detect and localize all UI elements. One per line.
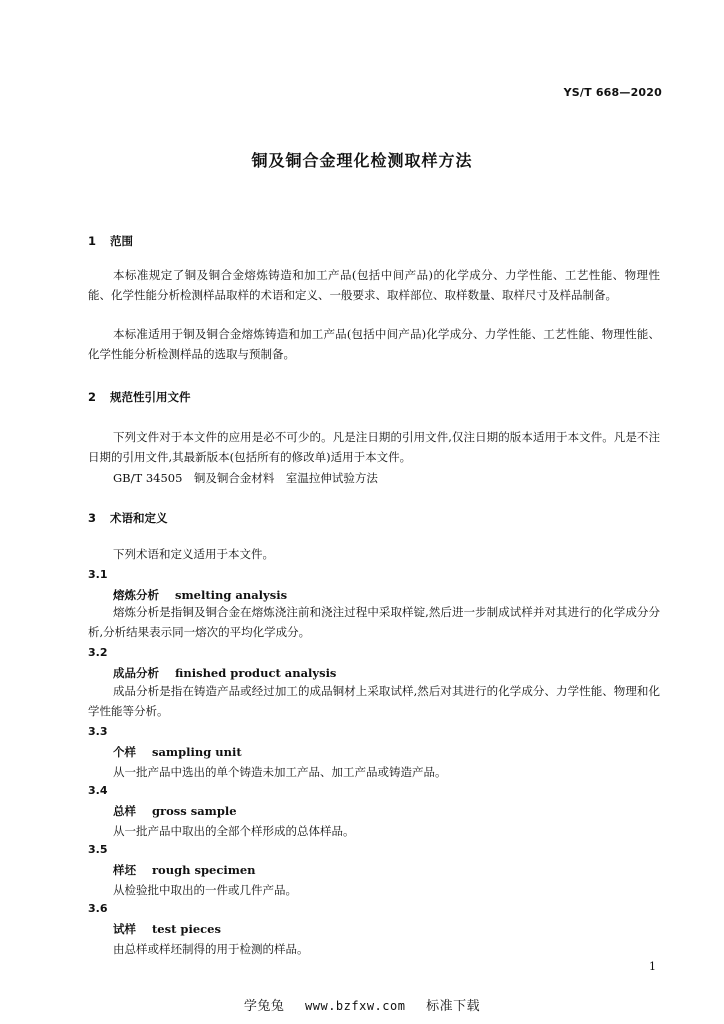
section-1-paragraph-2: 本标准适用于铜及铜合金熔炼铸造和加工产品(包括中间产品)化学成分、力学性能、工艺性能、物理性能、化学性能分析检测样品的选取与预制备。 [88,327,660,361]
section-title: 规范性引用文件 [110,390,191,404]
term-zh: 试样 [113,922,136,936]
term-definition: 成品分析是指在铸造产品或经过加工的成品铜材上采取试样,然后对其进行的化学成分、力学性能、物理和化学性能等分析。 [88,684,660,718]
footer-site-name: 学兔兔 [243,999,285,1014]
standard-code: YS/T 668—2020 [563,86,662,99]
document-title: 铜及铜合金理化检测取样方法 [251,151,473,170]
normative-reference: GB/T 34505 铜及铜合金材料 室温拉伸试验方法 [113,471,378,485]
term-en: smelting analysis [175,588,288,602]
term-number: 3.5 [88,843,108,856]
term-title [113,665,336,681]
term-en: rough specimen [152,863,256,877]
term-definition: 熔炼分析是指铜及铜合金在熔炼浇注前和浇注过程中采取样锭,然后进一步制成试样并对其进行的化学成分分析,分析结果表示同一熔次的平均化学成分。 [88,605,660,639]
term-title [113,921,221,937]
footer-tagline: 标准下载 [426,999,481,1014]
term-zh: 样坯 [113,863,136,877]
term-number: 3.1 [88,568,108,581]
term-en: gross sample [152,804,237,818]
term-title [113,803,237,819]
term-definition: 由总样或样坯制得的用于检测的样品。 [113,942,309,956]
section-3-intro: 下列术语和定义适用于本文件。 [113,547,274,561]
term-number: 3.4 [88,784,108,797]
term-definition: 从一批产品中取出的全部个样形成的总体样品。 [113,824,355,838]
term-en: sampling unit [152,745,242,759]
section-number: 1 [88,234,97,248]
term-title [113,587,287,603]
footer-url[interactable]: www.bzfxw.com [305,999,406,1013]
term-definition: 从一批产品中选出的单个铸造未加工产品、加工产品或铸造产品。 [113,765,447,779]
term-title [113,862,256,878]
term-en: test pieces [152,922,221,936]
term-definition: 从检验批中取出的一件或几件产品。 [113,883,297,897]
section-number: 3 [88,511,97,525]
page-number: 1 [649,960,656,973]
section-3-heading [88,510,168,526]
section-1-heading [88,233,133,249]
term-zh: 总样 [113,804,136,818]
section-title: 术语和定义 [110,511,168,525]
term-zh: 成品分析 [113,666,159,680]
section-2-heading [88,389,191,405]
term-title [113,744,242,760]
section-1-paragraph-1: 本标准规定了铜及铜合金熔炼铸造和加工产品(包括中间产品)的化学成分、力学性能、工艺性能、物理性能、化学性能分析检测样品取样的术语和定义、一般要求、取样部位、取样数量、取样尺寸及样品制备。 [88,268,660,302]
footer-watermark [0,995,724,1014]
term-en: finished product analysis [175,666,337,680]
section-2-paragraph-1: 下列文件对于本文件的应用是必不可少的。凡是注日期的引用文件,仅注日期的版本适用于本文件。凡是不注日期的引用文件,其最新版本(包括所有的修改单)适用于本文件。 [88,430,660,464]
term-number: 3.2 [88,646,108,659]
term-number: 3.6 [88,902,108,915]
section-title: 范围 [110,234,133,248]
term-number: 3.3 [88,725,108,738]
term-zh: 个样 [113,745,136,759]
section-number: 2 [88,390,97,404]
term-zh: 熔炼分析 [113,588,159,602]
